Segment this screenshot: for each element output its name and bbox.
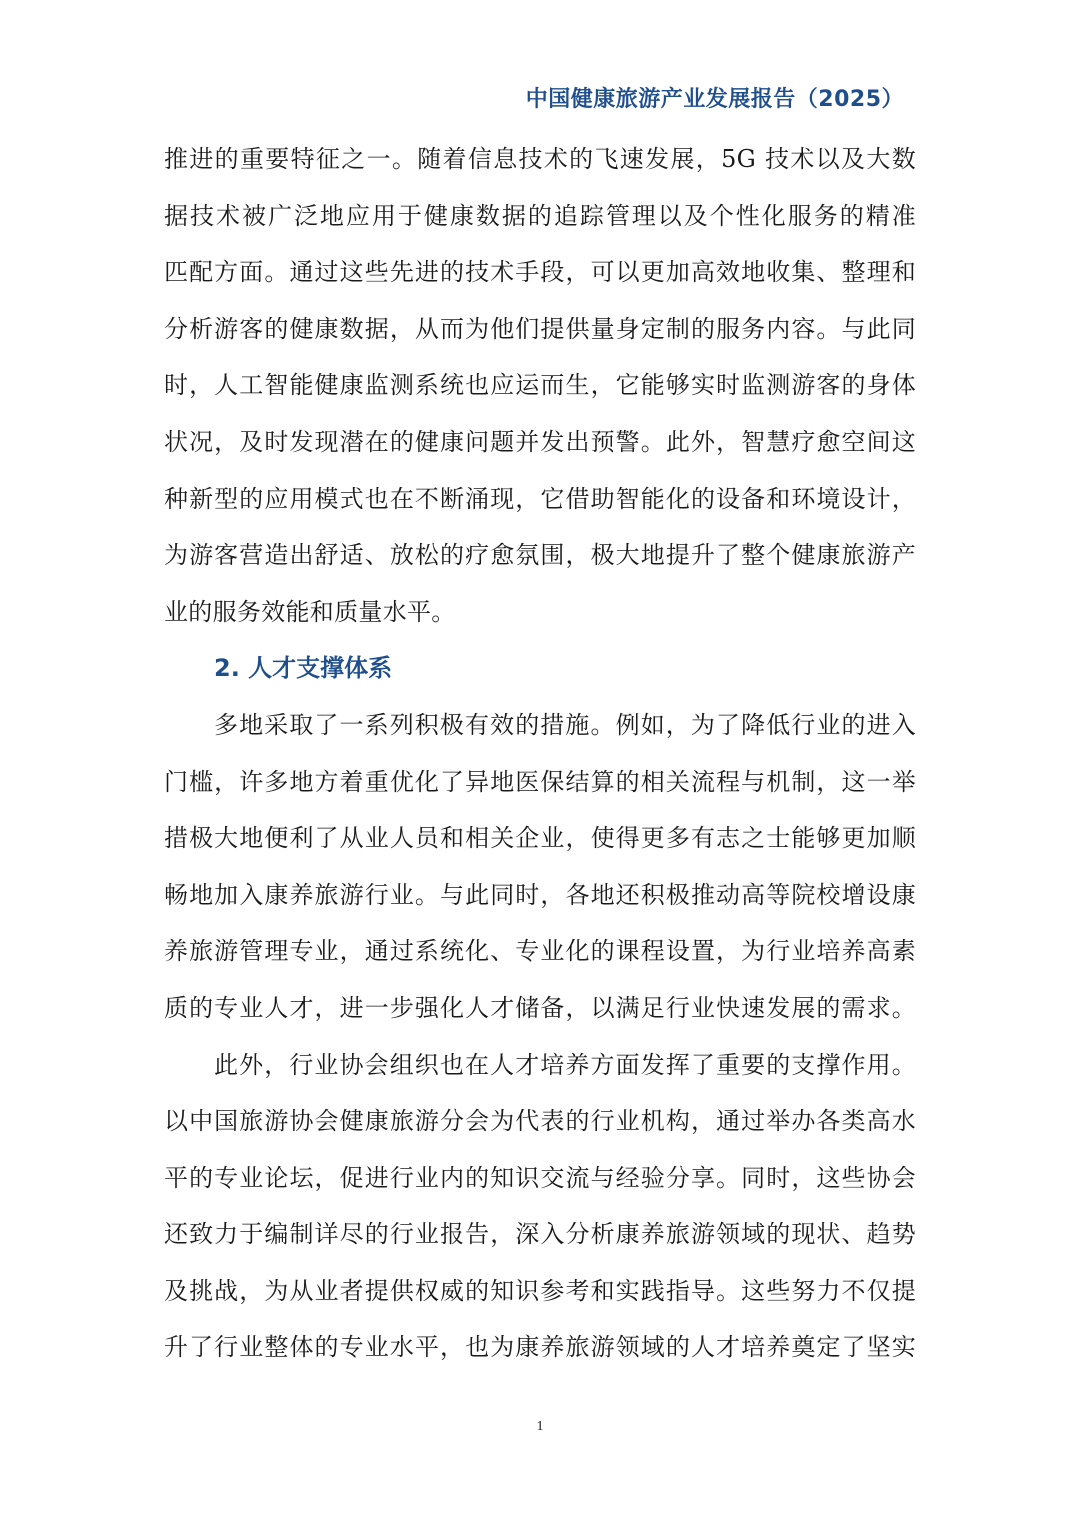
text-line: 匹配方面。通过这些先进的技术手段，可以更加高效地收集、整理和 bbox=[164, 258, 916, 287]
text-line: 为游客营造出舒适、放松的疗愈氛围，极大地提升了整个健康旅游产 bbox=[164, 541, 916, 570]
paragraph-technology bbox=[164, 131, 916, 640]
text-line: 多地采取了一系列积极有效的措施。例如，为了降低行业的进入 bbox=[214, 710, 916, 739]
text-line: 业的服务效能和质量水平。 bbox=[164, 597, 456, 626]
running-header-title: 中国健康旅游产业发展报告（2025） bbox=[525, 87, 904, 112]
text-line: 平的专业论坛，促进行业内的知识交流与经验分享。同时，这些协会 bbox=[164, 1163, 916, 1192]
text-line: 养旅游管理专业，通过系统化、专业化的课程设置，为行业培养高素 bbox=[164, 937, 916, 966]
text-line: 畅地加入康养旅游行业。与此同时，各地还积极推动高等院校增设康 bbox=[164, 880, 916, 909]
text-line: 措极大地便利了从业人员和相关企业，使得更多有志之士能够更加顺 bbox=[164, 824, 916, 853]
text-line: 分析游客的健康数据，从而为他们提供量身定制的服务内容。与此同 bbox=[164, 314, 916, 343]
text-line: 时，人工智能健康监测系统也应运而生，它能够实时监测游客的身体 bbox=[164, 371, 916, 400]
text-line: 及挑战，为从业者提供权威的知识参考和实践指导。这些努力不仅提 bbox=[164, 1276, 916, 1305]
text-line: 升了行业整体的专业水平，也为康养旅游领域的人才培养奠定了坚实 bbox=[164, 1333, 916, 1362]
text-line: 此外，行业协会组织也在人才培养方面发挥了重要的支撑作用。 bbox=[214, 1050, 916, 1079]
text-line: 推进的重要特征之一。随着信息技术的飞速发展，5G 技术以及大数 bbox=[164, 145, 916, 173]
text-line: 门槛，许多地方着重优化了异地医保结算的相关流程与机制，这一举 bbox=[164, 767, 916, 796]
text-line: 还致力于编制详尽的行业报告，深入分析康养旅游领域的现状、趋势 bbox=[164, 1220, 916, 1249]
text-line: 种新型的应用模式也在不断涌现，它借助智能化的设备和环境设计， bbox=[164, 484, 916, 513]
text-line: 状况，及时发现潜在的健康问题并发出预警。此外，智慧疗愈空间这 bbox=[164, 427, 916, 456]
text-line: 以中国旅游协会健康旅游分会为代表的行业机构，通过举办各类高水 bbox=[164, 1107, 916, 1136]
section-heading-talent-support: 2. 人才支撑体系 bbox=[214, 654, 393, 683]
text-line: 据技术被广泛地应用于健康数据的追踪管理以及个性化服务的精准 bbox=[164, 201, 916, 230]
text-line: 质的专业人才，进一步强化人才储备，以满足行业快速发展的需求。 bbox=[164, 993, 916, 1022]
paragraph-measures bbox=[164, 697, 916, 1037]
paragraph-associations bbox=[164, 1037, 916, 1377]
page-body bbox=[164, 131, 916, 1376]
page-number: 1 bbox=[536, 1419, 544, 1434]
